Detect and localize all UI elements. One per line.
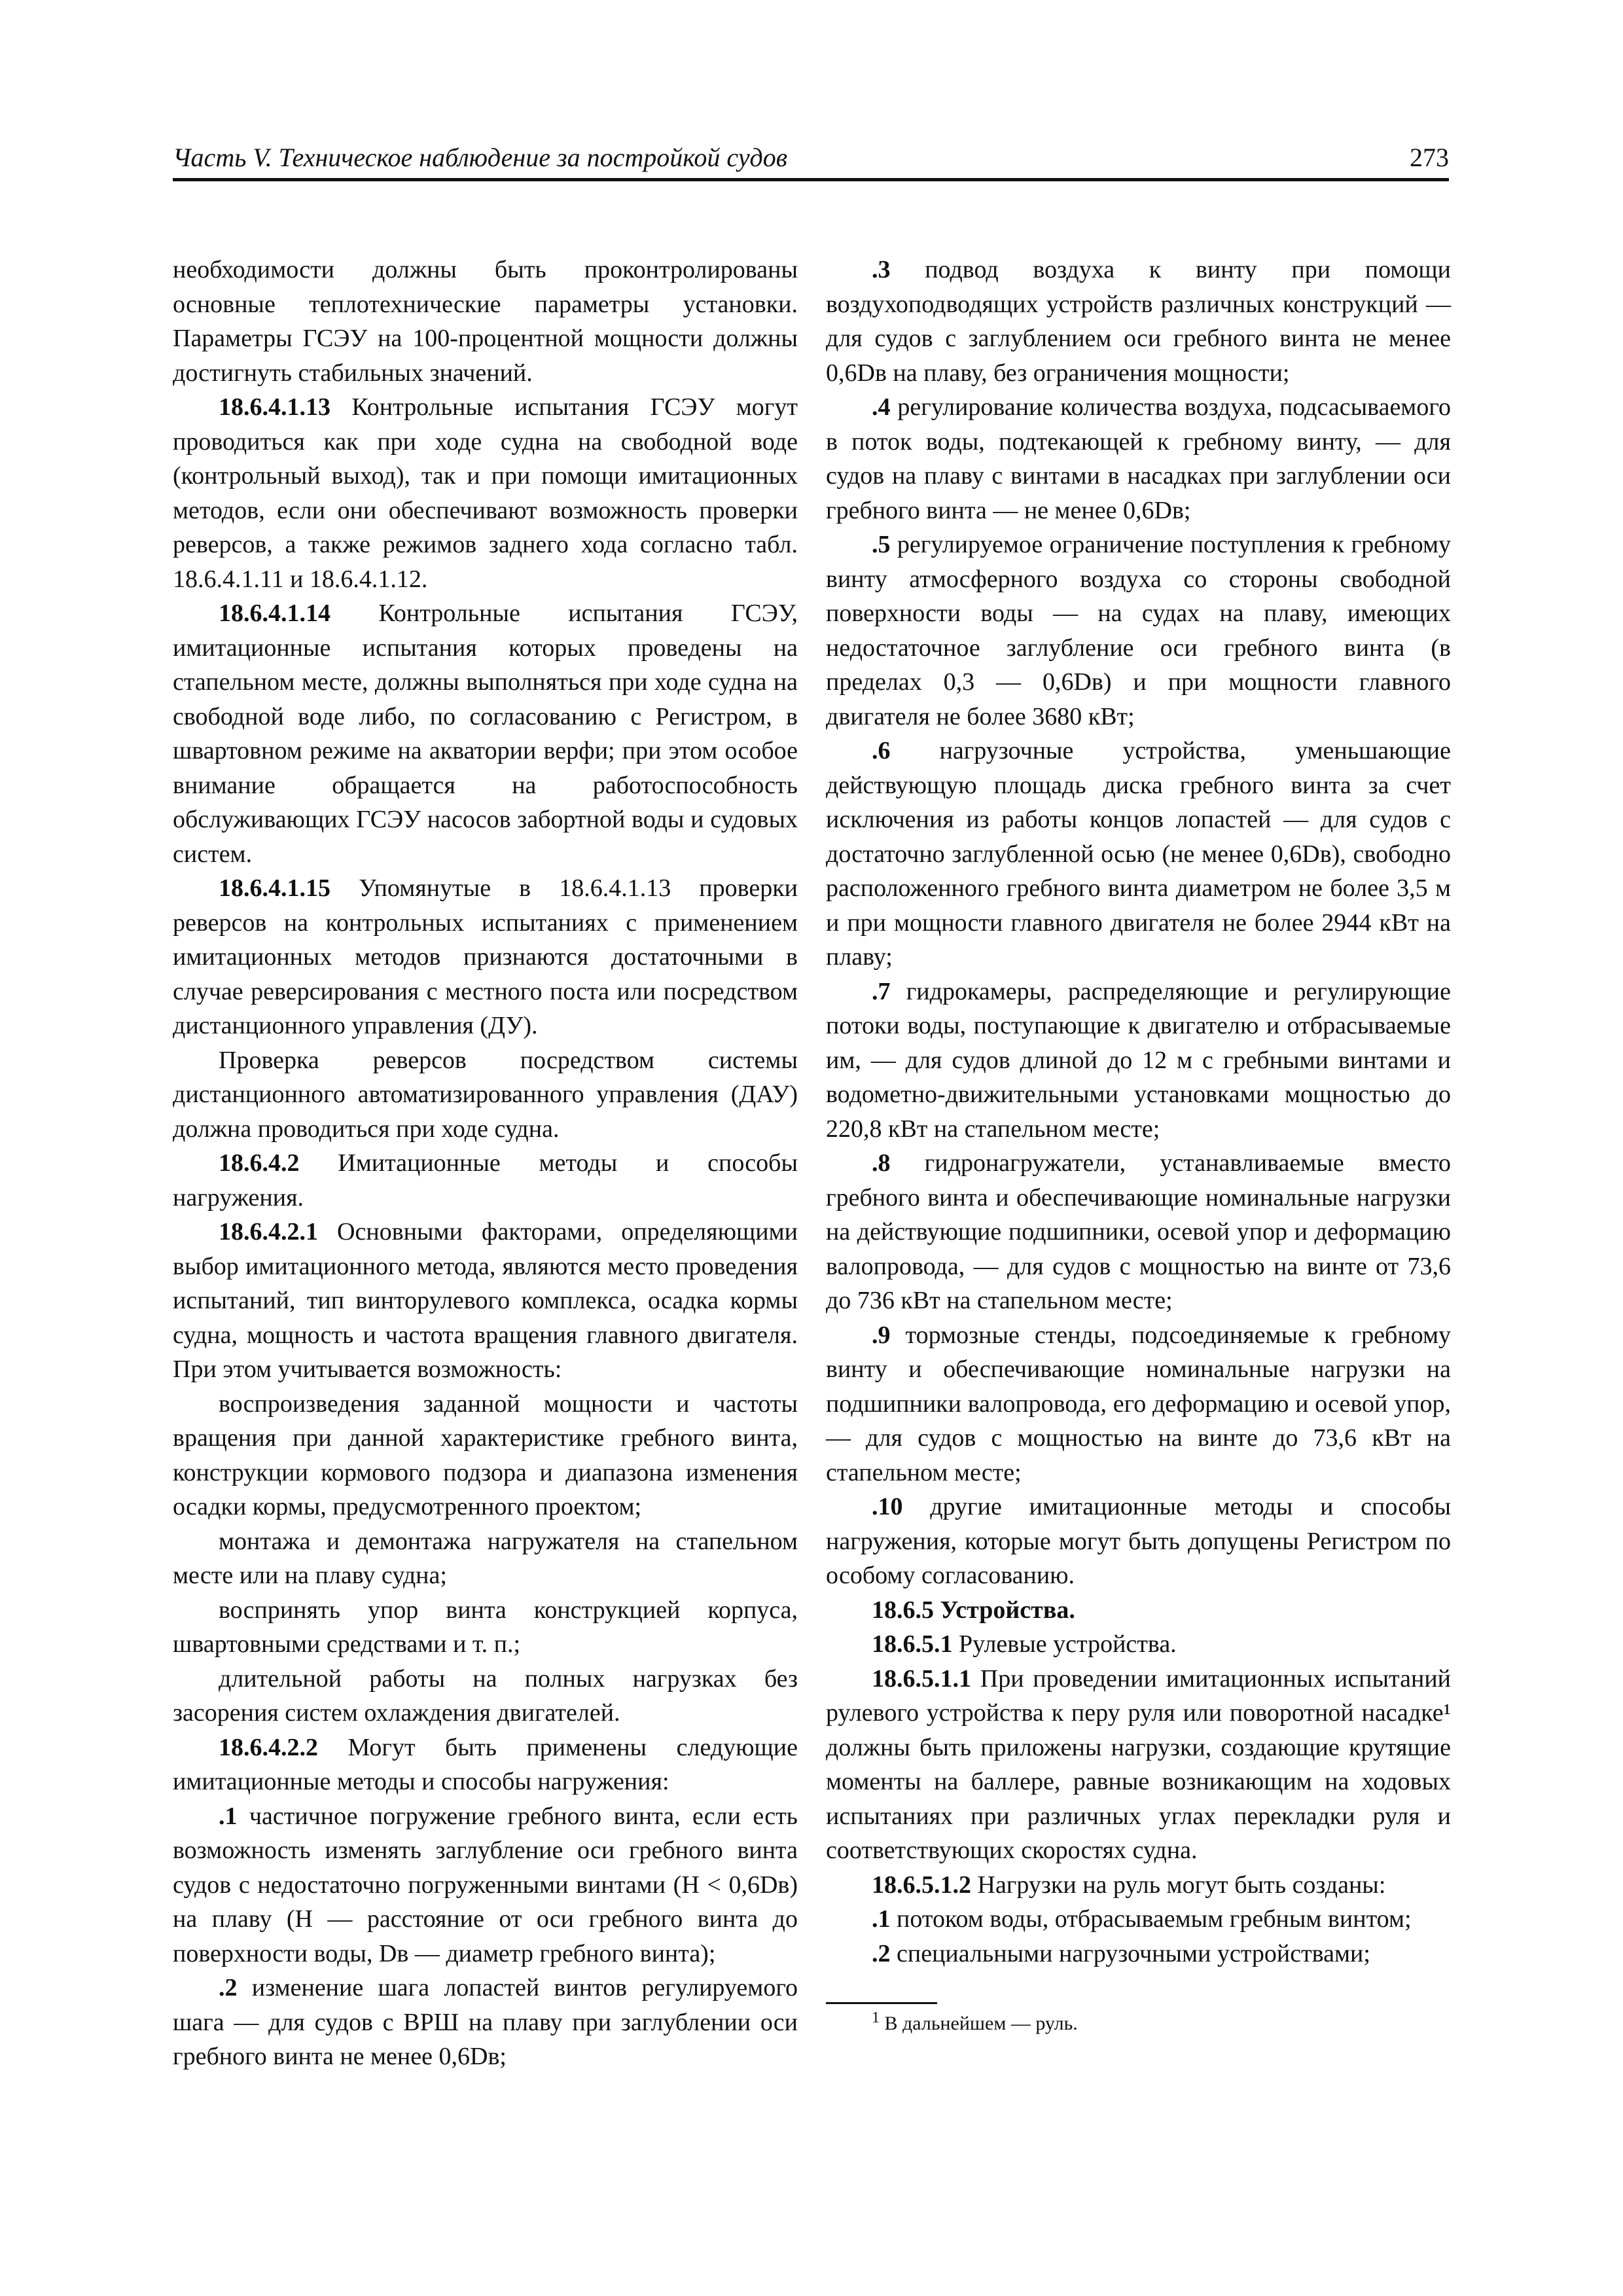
item-number: .3 bbox=[872, 256, 891, 283]
clause-number: 18.6.4.2.2 bbox=[219, 1733, 318, 1761]
paragraph bbox=[826, 1868, 1451, 1903]
list-paragraph bbox=[173, 1524, 798, 1593]
item-number: .6 bbox=[872, 737, 891, 764]
list-item bbox=[826, 1902, 1451, 1937]
item-text: регулируемое ограничение поступления к гребному винту атмосферного воздуха со стороны свободной поверхности воды — на судах на плаву, имеющих недостаточное заглубление оси гребного винта (в пределах 0,3 — 0,6Dв) и при мощности главного двигателя не более 3680 кВт; bbox=[826, 531, 1451, 730]
clause-number: 18.6.4.1.13 bbox=[219, 393, 330, 421]
list-item bbox=[826, 1490, 1451, 1593]
paragraph-text: Упомянутые в 18.6.4.1.13 проверки реверсов на контрольных испытаниях с применением имитационных методов признаются достаточными в случае реверсирования с местного поста или посредством дистанционного управления (ДУ). bbox=[173, 874, 798, 1039]
footnote-rule bbox=[826, 2002, 937, 2004]
right-column bbox=[826, 253, 1451, 2037]
item-text: тормозные стенды, подсоединяемые к гребному винту и обеспечивающие номинальные нагрузки на подшипники валопровода, его деформацию и осевой упор, — для судов с мощностью на винте до 73,6 кВт на стапельном месте; bbox=[826, 1321, 1451, 1486]
paragraph bbox=[173, 1215, 798, 1387]
item-text: другие имитационные методы и способы нагружения, которые могут быть допущены Регистром по особому согласованию. bbox=[826, 1493, 1451, 1589]
paragraph-text: Проверка реверсов посредством системы дистанционного автоматизированного управления (ДАУ) должна проводиться при ходе судна. bbox=[173, 1046, 798, 1143]
paragraph bbox=[173, 390, 798, 596]
item-number: .5 bbox=[872, 531, 891, 558]
section-heading bbox=[826, 1593, 1451, 1628]
list-item bbox=[826, 975, 1451, 1147]
list-item bbox=[826, 734, 1451, 975]
paragraph-text: монтажа и демонтажа нагружателя на стапельном месте или на плаву судна; bbox=[173, 1527, 798, 1589]
list-item bbox=[173, 1799, 798, 1971]
item-number: .8 bbox=[872, 1149, 891, 1177]
clause-number: 18.6.5.1 bbox=[872, 1630, 953, 1658]
heading-text: Рулевые устройства. bbox=[952, 1630, 1177, 1658]
paragraph bbox=[173, 871, 798, 1043]
heading-text: Устройства. bbox=[934, 1596, 1075, 1624]
clause-number: 18.6.5.1.1 bbox=[872, 1664, 971, 1693]
heading-text: Имитационные методы и способы нагружения. bbox=[173, 1149, 798, 1211]
left-column bbox=[173, 253, 798, 2074]
item-number: .2 bbox=[219, 1974, 238, 2001]
footnote-mark: 1 bbox=[872, 2009, 880, 2026]
list-item bbox=[173, 1971, 798, 2074]
list-item bbox=[826, 1937, 1451, 1971]
item-text: частичное погружение гребного винта, если есть возможность изменять заглубление оси гребного винта судов с недостаточно погруженными винтами (H < 0,6Dв) на плаву (H — расстояние от оси гребного винта до поверхности воды, Dв — диаметр гребного винта); bbox=[173, 1802, 798, 1967]
item-number: .2 bbox=[872, 1939, 891, 1967]
paragraph bbox=[173, 1043, 798, 1147]
paragraph-text: воспринять упор винта конструкцией корпуса, швартовными средствами и т. п.; bbox=[173, 1596, 798, 1658]
footnote-text: В дальнейшем — руль. bbox=[880, 2013, 1078, 2034]
clause-number: 18.6.5.1.2 bbox=[872, 1871, 971, 1899]
paragraph-text: воспроизведения заданной мощности и частоты вращения при данной характеристике гребного винта, конструкции кормового подзора и диапазона изменения осадки кормы, предусмотренного проектом; bbox=[173, 1390, 798, 1520]
item-text: регулирование количества воздуха, подсасываемого в поток воды, подтекающей к гребному винту, — для судов на плаву с винтами в насадках при заглублении оси гребного винта — не менее 0,6Dв; bbox=[826, 393, 1451, 524]
footnote bbox=[826, 2011, 1451, 2037]
paragraph bbox=[173, 596, 798, 871]
paragraph-text: длительной работы на полных нагрузках без засорения систем охлаждения двигателей. bbox=[173, 1664, 798, 1727]
item-text: специальными нагрузочными устройствами; bbox=[890, 1939, 1370, 1967]
running-header bbox=[173, 139, 1449, 181]
item-number: .1 bbox=[872, 1905, 891, 1933]
list-item bbox=[826, 253, 1451, 390]
item-number: .4 bbox=[872, 393, 891, 421]
clause-number: 18.6.4.1.14 bbox=[219, 600, 330, 627]
paragraph-text: Контрольные испытания ГСЭУ могут проводиться как при ходе судна на свободной воде (контрольный выход), так и при помощи имитационных методов, если они обеспечивают возможность проверки реверсов, а также режимов заднего хода согласно табл. 18.6.4.1.11 и 18.6.4.1.12. bbox=[173, 393, 798, 593]
list-item bbox=[826, 390, 1451, 528]
paragraph-text: Могут быть применены следующие имитационные методы и способы нагружения: bbox=[173, 1733, 798, 1795]
clause-number: 18.6.5 bbox=[872, 1596, 934, 1624]
item-number: .10 bbox=[872, 1493, 903, 1520]
section-heading bbox=[173, 1146, 798, 1215]
item-number: .7 bbox=[872, 977, 891, 1005]
item-text: гидронагружатели, устанавливаемые вместо гребного винта и обеспечивающие номинальные нагрузки на действующие подшипники, осевой упор и деформацию валопровода, — для судов с мощностью на винте от 73,6 до 736 кВт на стапельном месте; bbox=[826, 1149, 1451, 1314]
header-title: Часть V. Техническое наблюдение за постройкой судов bbox=[173, 143, 788, 172]
page-number: 273 bbox=[1410, 143, 1449, 172]
paragraph-text: Нагрузки на руль могут быть созданы: bbox=[971, 1871, 1386, 1899]
list-item bbox=[826, 1318, 1451, 1490]
item-text: нагрузочные устройства, уменьшающие действующую площадь диска гребного винта за счет исключения из работы концов лопастей — для судов с достаточно заглубленной осью (не менее 0,6Dв), свободно расположенного гребного винта диаметром не более 3,5 м и при мощности главного двигателя не более 2944 кВт на плаву; bbox=[826, 737, 1451, 971]
clause-number: 18.6.4.2 bbox=[219, 1149, 300, 1177]
paragraph-text: Контрольные испытания ГСЭУ, имитационные испытания которых проведены на стапельном месте, должны выполняться при ходе судна на свободной воде либо, по согласованию с Регистром, в швартовном режиме на акватории верфи; при этом особое внимание обращается на работоспособность обслуживающих ГСЭУ насосов забортной воды и судовых систем. bbox=[173, 600, 798, 868]
item-text: изменение шага лопастей винтов регулируемого шага — для судов с ВРШ на плаву при заглублении оси гребного винта не менее 0,6Dв; bbox=[173, 1974, 798, 2070]
list-item bbox=[826, 1146, 1451, 1318]
item-text: гидрокамеры, распределяющие и регулирующие потоки воды, поступающие к двигателю и отбрасываемые им, — для судов длиной до 12 м с гребными винтами и водометно-движительными установками мощностью до 220,8 кВт на стапельном месте; bbox=[826, 977, 1451, 1143]
paragraph bbox=[173, 253, 798, 390]
clause-number: 18.6.4.2.1 bbox=[219, 1218, 318, 1246]
clause-number: 18.6.4.1.15 bbox=[219, 874, 330, 902]
item-text: подвод воздуха к винту при помощи воздухоподводящих устройств различных конструкций — для судов с заглублением оси гребного винта не менее 0,6Dв на плаву, без ограничения мощности; bbox=[826, 256, 1451, 387]
paragraph bbox=[173, 1731, 798, 1799]
section-heading bbox=[826, 1627, 1451, 1662]
list-item bbox=[826, 528, 1451, 734]
item-number: .9 bbox=[872, 1321, 891, 1349]
list-paragraph bbox=[173, 1387, 798, 1524]
paragraph-text: необходимости должны быть проконтролированы основные теплотехнические параметры установки. Параметры ГСЭУ на 100-процентной мощности должны достигнуть стабильных значений. bbox=[173, 256, 798, 387]
list-paragraph bbox=[173, 1593, 798, 1662]
paragraph-text: Основными факторами, определяющими выбор имитационного метода, являются место проведения испытаний, тип винторулевого комплекса, осадка кормы судна, мощность и частота вращения главного двигателя. При этом учитывается возможность: bbox=[173, 1218, 798, 1383]
item-number: .1 bbox=[219, 1802, 238, 1830]
item-text: потоком воды, отбрасываемым гребным винтом; bbox=[890, 1905, 1412, 1933]
paragraph-text: При проведении имитационных испытаний рулевого устройства к перу руля или поворотной насадке¹ должны быть приложены нагрузки, создающие крутящие моменты на баллере, равные возникающим на ходовых испытаниях при различных углах перекладки руля и соответствующих скоростях судна. bbox=[826, 1664, 1451, 1864]
list-paragraph bbox=[173, 1662, 798, 1731]
paragraph bbox=[826, 1662, 1451, 1868]
